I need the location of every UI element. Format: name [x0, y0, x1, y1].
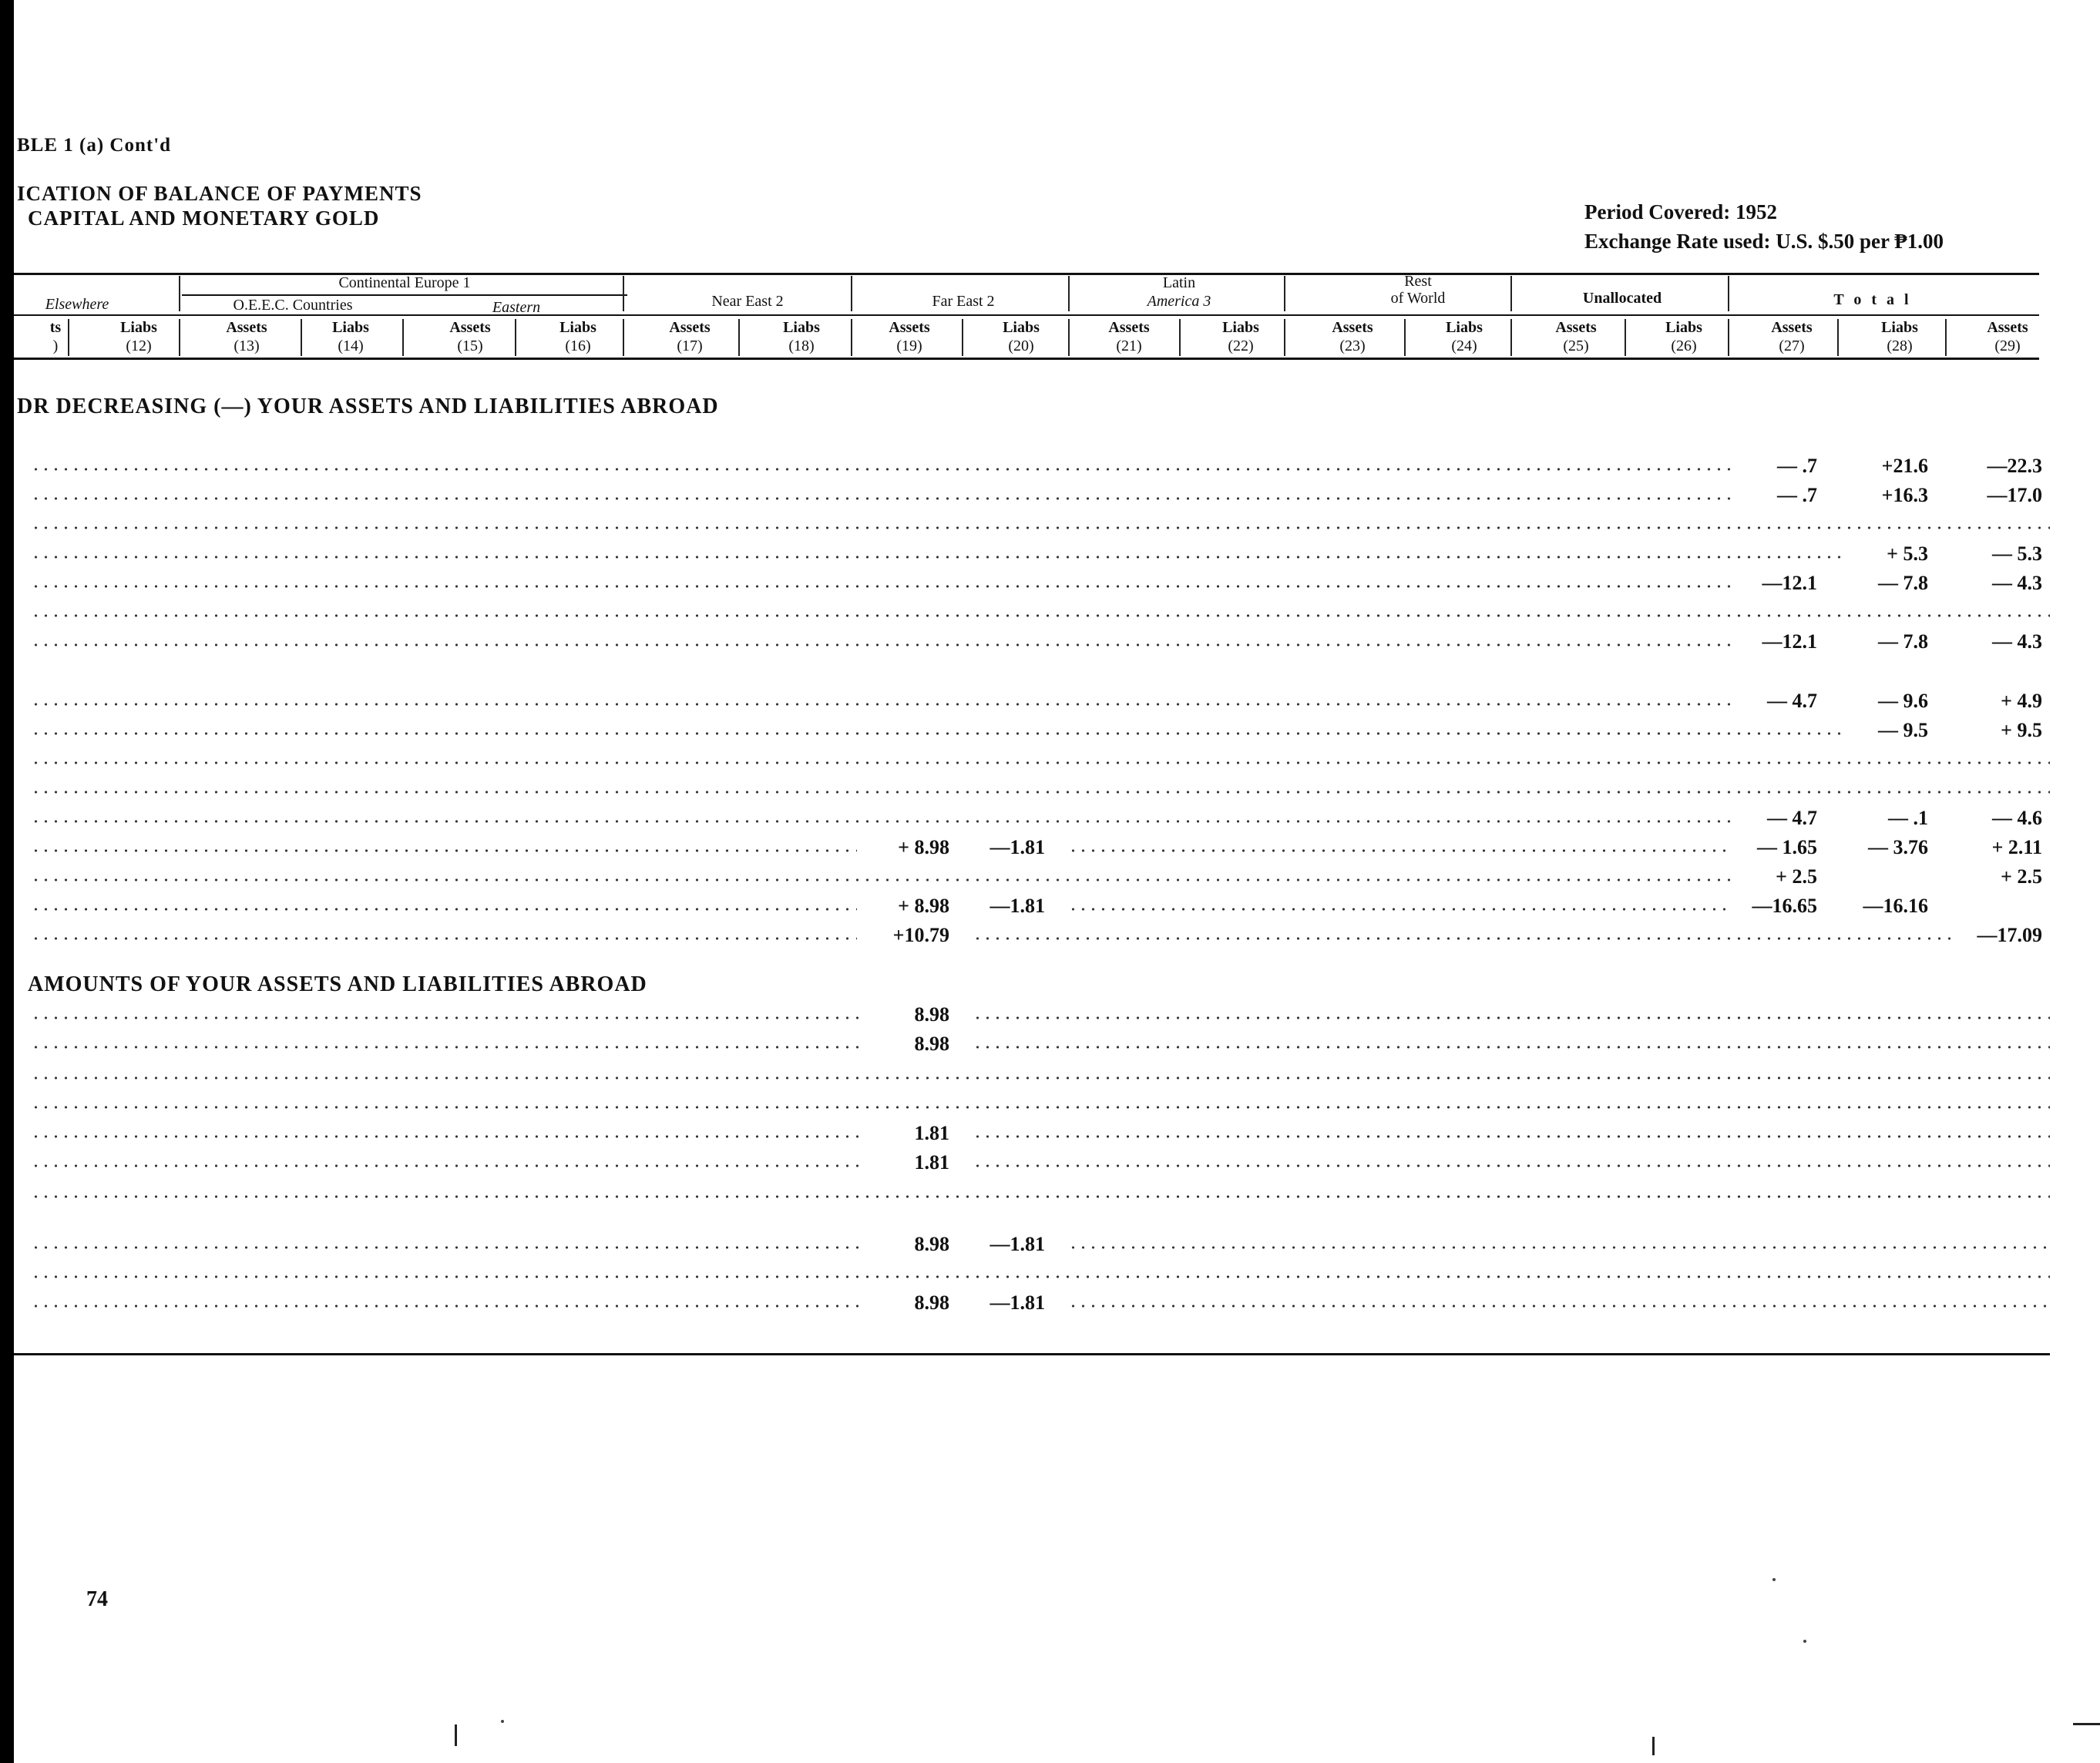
column-divider	[851, 319, 852, 356]
col-latin-1: Latin	[1162, 274, 1196, 291]
leader-dots	[973, 1162, 2050, 1170]
column-divider	[1625, 319, 1626, 356]
sub-column-label: Liabs	[120, 319, 157, 336]
leader-dots	[973, 935, 1957, 942]
leader-dots	[31, 1074, 2050, 1082]
col-rest-2: of World	[1390, 290, 1446, 307]
sub-column-number: (26)	[1671, 337, 1697, 354]
col-oeec: O.E.E.C. Countries	[233, 297, 353, 314]
cell-total-assets: —16.65	[1752, 895, 1817, 917]
exchange-rate: Exchange Rate used: U.S. $.50 per ₱1.00	[1584, 230, 1944, 253]
cell-far-east-assets: 8.98	[914, 1003, 949, 1026]
sub-column-number: (27)	[1779, 337, 1805, 354]
column-divider	[515, 319, 516, 356]
sub-column-number: (17)	[677, 337, 703, 354]
col-unallocated: Unallocated	[1582, 290, 1662, 307]
sub-column-number: (24)	[1451, 337, 1477, 354]
cell-total-liabs: — 7.8	[1878, 572, 1928, 594]
col-eastern: Eastern	[492, 299, 541, 316]
table-id: BLE 1 (a) Cont'd	[17, 135, 172, 156]
cell-total-liabs: — .1	[1888, 807, 1928, 829]
cell-far-east-assets: 1.81	[914, 1122, 949, 1144]
sub-column-label: Liabs	[1665, 319, 1702, 336]
table-bottom-rule	[14, 1353, 2050, 1355]
leader-dots	[31, 1302, 865, 1310]
sub-column-number: (14)	[338, 337, 364, 354]
cell-total-liabs: — 9.6	[1878, 690, 1928, 712]
leader-dots	[973, 1014, 2050, 1022]
page-number: 74	[86, 1587, 108, 1611]
column-divider	[402, 319, 404, 356]
leader-dots	[31, 1244, 865, 1251]
column-divider	[1068, 319, 1070, 356]
cell-far-east-assets: 8.98	[914, 1291, 949, 1314]
leader-dots	[31, 935, 857, 942]
sub-column-number: (20)	[1008, 337, 1034, 354]
sub-column-label: Assets	[669, 319, 711, 336]
column-divider	[1837, 319, 1839, 356]
cell-net-assets: —22.3	[1987, 455, 2042, 477]
section-a-title: DR DECREASING (—) YOUR ASSETS AND LIABILITIES ABROAD	[17, 395, 719, 418]
scan-binding-edge	[0, 0, 14, 1763]
sub-column-number: (13)	[234, 337, 260, 354]
sub-column-label: Assets	[1771, 319, 1813, 336]
sub-column-label: Liabs	[783, 319, 820, 336]
sub-column-number: (21)	[1116, 337, 1142, 354]
leader-dots	[31, 465, 1732, 473]
cell-net-assets: — 4.6	[1992, 807, 2042, 829]
col-elsewhere: Elsewhere	[45, 296, 109, 313]
cell-total-assets: — .7	[1777, 484, 1817, 506]
cell-net-assets: + 2.11	[1991, 836, 2042, 858]
leader-dots	[31, 1162, 865, 1170]
cell-far-east-liabs: —1.81	[990, 1291, 1045, 1314]
sub-column-label: Assets	[1332, 319, 1373, 336]
col-continental-europe: Continental Europe 1	[338, 274, 471, 291]
cell-total-assets: — 4.7	[1767, 807, 1817, 829]
cell-total-assets: —12.1	[1762, 572, 1817, 594]
column-divider	[1945, 319, 1947, 356]
sub-column-label: Liabs	[1222, 319, 1259, 336]
leader-dots	[973, 1133, 2050, 1140]
column-divider	[68, 319, 69, 356]
leader-dots	[31, 700, 1732, 708]
cell-total-liabs: +21.6	[1881, 455, 1928, 477]
leader-dots	[1068, 1244, 2050, 1251]
leader-dots	[31, 1193, 2050, 1201]
leader-dots	[31, 1273, 2050, 1281]
sub-column-label: ts	[49, 319, 62, 336]
cell-total-assets: — 1.65	[1757, 836, 1817, 858]
leader-dots	[973, 1043, 2050, 1051]
cell-net-assets: —17.0	[1987, 484, 2042, 506]
leader-dots	[31, 641, 1732, 649]
cell-total-assets: — 4.7	[1767, 690, 1817, 712]
leader-dots	[31, 553, 1843, 561]
scan-mark	[1652, 1737, 1655, 1755]
sub-column-label: Liabs	[1446, 319, 1483, 336]
cell-far-east-assets: +10.79	[892, 924, 949, 946]
header-bottom-rule	[14, 358, 2039, 360]
column-divider	[962, 319, 963, 356]
group-divider	[851, 276, 852, 311]
leader-dots	[31, 847, 857, 855]
scan-mark	[2073, 1723, 2100, 1725]
sub-column-number: (12)	[126, 337, 152, 354]
column-divider	[1728, 319, 1729, 356]
leader-dots	[31, 730, 1843, 737]
col-rest-1: Rest	[1404, 273, 1432, 290]
europe-subrule	[182, 294, 627, 296]
column-divider	[179, 319, 180, 356]
scan-speck	[1803, 1640, 1806, 1643]
sub-column-number: (15)	[457, 337, 483, 354]
scan-speck	[501, 1720, 504, 1723]
cell-total-liabs: +16.3	[1881, 484, 1928, 506]
cell-total-liabs: — 3.76	[1868, 836, 1928, 858]
cell-total-liabs: — 9.5	[1878, 719, 1928, 741]
scan-mark	[455, 1724, 457, 1746]
sub-column-label: Liabs	[332, 319, 369, 336]
group-divider	[179, 276, 180, 311]
sub-column-label: Assets	[889, 319, 930, 336]
cell-net-assets: — 4.3	[1992, 630, 2042, 653]
cell-far-east-assets: 8.98	[914, 1233, 949, 1255]
cell-net-assets: — 4.3	[1992, 572, 2042, 594]
column-divider	[623, 319, 624, 356]
sub-column-number: (22)	[1228, 337, 1254, 354]
column-divider	[301, 319, 302, 356]
column-divider	[1404, 319, 1406, 356]
period-covered: Period Covered: 1952	[1584, 200, 1777, 223]
sub-column-number: (25)	[1563, 337, 1589, 354]
cell-net-assets: + 9.5	[2001, 719, 2042, 741]
leader-dots	[31, 1014, 865, 1022]
cell-far-east-liabs: —1.81	[990, 895, 1045, 917]
cell-far-east-liabs: —1.81	[990, 836, 1045, 858]
column-divider	[1510, 319, 1512, 356]
sub-column-number: )	[52, 337, 59, 354]
column-divider	[738, 319, 740, 356]
cell-far-east-assets: + 8.98	[898, 836, 949, 858]
cell-total-assets: —12.1	[1762, 630, 1817, 653]
sub-column-label: Assets	[449, 319, 491, 336]
cell-net-assets: — 5.3	[1992, 542, 2042, 565]
title-line-2: CAPITAL AND MONETARY GOLD	[28, 207, 380, 230]
column-divider	[1284, 319, 1285, 356]
header-mid-rule	[14, 314, 2039, 316]
cell-total-liabs: — 7.8	[1878, 630, 1928, 653]
col-near-east: Near East 2	[711, 293, 784, 310]
sub-column-label: Assets	[1108, 319, 1150, 336]
cell-far-east-assets: 1.81	[914, 1151, 949, 1174]
leader-dots	[31, 1133, 865, 1140]
sub-column-label: Assets	[1555, 319, 1597, 336]
title-line-1: ICATION OF BALANCE OF PAYMENTS	[17, 182, 422, 205]
scan-speck	[1772, 1578, 1776, 1581]
cell-net-assets: + 2.5	[2001, 865, 2042, 888]
leader-dots	[1068, 905, 1732, 913]
leader-dots	[31, 818, 1732, 825]
sub-column-label: Liabs	[1003, 319, 1040, 336]
sub-column-number: (19)	[896, 337, 922, 354]
cell-far-east-assets: 8.98	[914, 1033, 949, 1055]
leader-dots	[31, 1043, 865, 1051]
sub-column-number: (29)	[1994, 337, 2021, 354]
sub-column-number: (28)	[1887, 337, 1913, 354]
group-divider	[1068, 276, 1070, 311]
leader-dots	[31, 788, 2050, 796]
cell-net-assets: —17.09	[1977, 924, 2042, 946]
sub-column-label: Assets	[1987, 319, 2028, 336]
col-far-east: Far East 2	[932, 293, 995, 310]
column-divider	[1179, 319, 1181, 356]
leader-dots	[31, 1103, 2050, 1111]
cell-net-assets: + 4.9	[2001, 690, 2042, 712]
col-latin-2: America 3	[1147, 293, 1211, 310]
sub-column-number: (16)	[565, 337, 591, 354]
leader-dots	[1068, 847, 1732, 855]
leader-dots	[31, 495, 1732, 502]
group-divider	[1728, 276, 1729, 311]
group-divider	[1510, 276, 1512, 311]
cell-far-east-assets: + 8.98	[898, 895, 949, 917]
sub-column-number: (18)	[788, 337, 815, 354]
leader-dots	[31, 612, 2050, 620]
sub-column-label: Assets	[226, 319, 267, 336]
group-divider	[623, 276, 624, 311]
cell-total-assets: — .7	[1777, 455, 1817, 477]
cell-total-liabs: + 5.3	[1887, 542, 1928, 565]
leader-dots	[31, 876, 1732, 884]
cell-far-east-liabs: —1.81	[990, 1233, 1045, 1255]
sub-column-number: (23)	[1339, 337, 1366, 354]
leader-dots	[31, 583, 1732, 590]
group-divider	[1284, 276, 1285, 311]
sub-column-label: Liabs	[559, 319, 596, 336]
cell-total-liabs: —16.16	[1863, 895, 1928, 917]
cell-total-assets: + 2.5	[1776, 865, 1817, 888]
leader-dots	[1068, 1302, 2050, 1310]
sub-column-label: Liabs	[1881, 319, 1918, 336]
leader-dots	[31, 524, 2050, 532]
leader-dots	[31, 905, 857, 913]
col-total: T o t a l	[1833, 291, 1912, 308]
section-b-title: AMOUNTS OF YOUR ASSETS AND LIABILITIES ABROAD	[28, 972, 647, 996]
leader-dots	[31, 759, 2050, 767]
